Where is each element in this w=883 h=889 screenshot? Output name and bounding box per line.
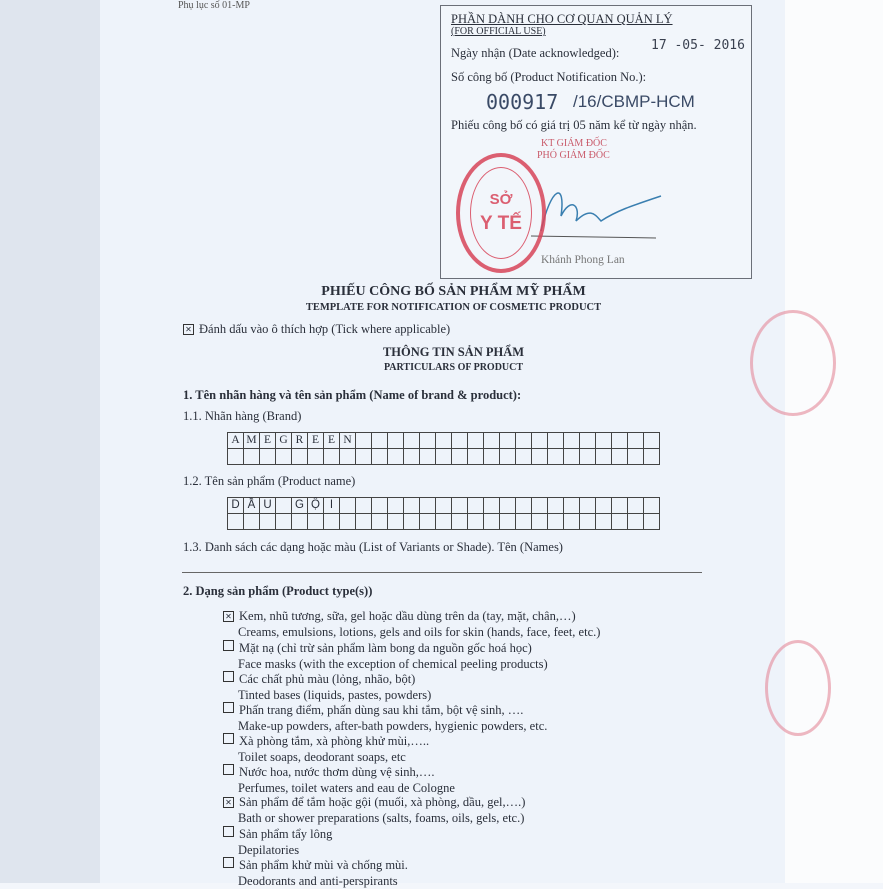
- grid-cell[interactable]: [436, 449, 452, 465]
- grid-cell[interactable]: [372, 433, 388, 449]
- grid-cell[interactable]: [532, 498, 548, 514]
- product-type-en: Tinted bases (liquids, pastes, powders): [223, 688, 431, 704]
- checkbox-icon[interactable]: [223, 671, 234, 682]
- variants-label: 1.3. Danh sách các dạng hoặc màu (List of Variants or Shade). Tên (Names): [183, 540, 563, 555]
- product-type-vi: Phấn trang điểm, phấn dùng sau khi tắm, bột vệ sinh, ….: [239, 703, 523, 717]
- date-label: Ngày nhận (Date acknowledged):: [451, 46, 619, 61]
- product-type-en: Face masks (with the exception of chemical peeling products): [223, 657, 548, 673]
- grid-cell[interactable]: [324, 514, 340, 530]
- grid-cell[interactable]: [628, 498, 644, 514]
- grid-cell[interactable]: E: [324, 433, 340, 449]
- official-seal: [456, 153, 546, 273]
- grid-cell[interactable]: [644, 433, 660, 449]
- checkbox-icon[interactable]: [223, 826, 234, 837]
- grid-cell[interactable]: [308, 449, 324, 465]
- grid-cell[interactable]: [340, 449, 356, 465]
- grid-cell[interactable]: [644, 514, 660, 530]
- grid-cell[interactable]: [228, 514, 244, 530]
- tick-note-text: Đánh dấu vào ô thích hợp (Tick where applicable): [199, 322, 450, 336]
- grid-cell[interactable]: [372, 498, 388, 514]
- grid-cell[interactable]: [468, 433, 484, 449]
- grid-cell[interactable]: [436, 433, 452, 449]
- grid-cell[interactable]: [356, 514, 372, 530]
- seal-text-2: Y TẾ: [460, 213, 542, 235]
- grid-cell[interactable]: [484, 433, 500, 449]
- grid-cell[interactable]: [628, 449, 644, 465]
- official-title: PHẦN DÀNH CHO CƠ QUAN QUẢN LÝ: [451, 12, 673, 27]
- product-type-item: [223, 609, 600, 640]
- grid-cell[interactable]: [468, 449, 484, 465]
- signer-title-2: PHÓ GIÁM ĐỐC: [537, 150, 610, 161]
- checkbox-icon[interactable]: [223, 702, 234, 713]
- grid-cell[interactable]: [452, 449, 468, 465]
- product-type-en: Make-up powders, after-bath powders, hygienic powders, etc.: [223, 719, 547, 735]
- grid-cell[interactable]: [484, 498, 500, 514]
- grid-cell[interactable]: [244, 449, 260, 465]
- grid-cell[interactable]: [532, 514, 548, 530]
- product-type-vi: Sản phẩm khử mùi và chống mùi.: [239, 858, 408, 872]
- product-type-vi: Sản phẩm để tắm hoặc gội (muối, xà phòng, dầu, gel,….): [239, 795, 525, 809]
- grid-cell[interactable]: [372, 514, 388, 530]
- grid-cell[interactable]: [484, 514, 500, 530]
- grid-cell[interactable]: [420, 498, 436, 514]
- section-2-title: 2. Dạng sản phẩm (Product type(s)): [183, 584, 372, 599]
- grid-cell[interactable]: [260, 449, 276, 465]
- grid-cell[interactable]: [372, 449, 388, 465]
- section-subheading: PARTICULARS OF PRODUCT: [12, 362, 883, 373]
- grid-cell[interactable]: [276, 498, 292, 514]
- checkbox-icon[interactable]: [223, 640, 234, 651]
- grid-cell[interactable]: [532, 449, 548, 465]
- grid-cell[interactable]: [580, 433, 596, 449]
- notification-suffix: /16/CBMP-HCM: [573, 92, 695, 112]
- date-value: 17 -05- 2016: [651, 38, 745, 53]
- number-label: Số công bố (Product Notification No.):: [451, 70, 646, 85]
- product-type-vi: Nước hoa, nước thơm dùng vệ sinh,….: [239, 765, 435, 779]
- product-type-item: [223, 857, 408, 889]
- grid-cell[interactable]: [420, 433, 436, 449]
- variants-line: [182, 572, 702, 573]
- page-title: PHIẾU CÔNG BỐ SẢN PHẨM MỸ PHẨM: [12, 284, 883, 300]
- product-type-en: Depilatories: [223, 843, 332, 859]
- grid-cell[interactable]: [596, 449, 612, 465]
- grid-cell[interactable]: [516, 498, 532, 514]
- grid-cell[interactable]: [388, 498, 404, 514]
- checked-box-icon[interactable]: ✕: [223, 611, 234, 622]
- product-type-item: [223, 795, 525, 826]
- product-type-en: Deodorants and anti-perspirants: [223, 874, 408, 889]
- grid-cell[interactable]: [324, 449, 340, 465]
- grid-cell[interactable]: [532, 433, 548, 449]
- grid-cell[interactable]: [516, 449, 532, 465]
- product-name-label: 1.2. Tên sản phẩm (Product name): [183, 474, 355, 489]
- grid-cell[interactable]: [452, 498, 468, 514]
- grid-cell[interactable]: E: [308, 433, 324, 449]
- grid-cell[interactable]: [580, 449, 596, 465]
- grid-cell[interactable]: [452, 433, 468, 449]
- grid-cell[interactable]: N: [340, 433, 356, 449]
- product-type-en: Perfumes, toilet waters and eau de Cologne: [223, 781, 455, 797]
- grid-cell[interactable]: [628, 514, 644, 530]
- grid-cell[interactable]: [260, 514, 276, 530]
- grid-cell[interactable]: E: [260, 433, 276, 449]
- grid-cell[interactable]: [420, 514, 436, 530]
- partial-stamp-right-lower: [765, 640, 831, 736]
- grid-cell[interactable]: R: [292, 433, 308, 449]
- product-type-item: [223, 826, 332, 858]
- seal-text-1: SỞ: [460, 191, 542, 208]
- grid-cell[interactable]: [388, 433, 404, 449]
- grid-cell[interactable]: [580, 498, 596, 514]
- grid-cell[interactable]: [484, 449, 500, 465]
- signer-title-1: KT GIÁM ĐỐC: [541, 138, 607, 149]
- grid-cell[interactable]: U: [260, 498, 276, 514]
- product-type-en: Bath or shower preparations (salts, foams, oils, gels, etc.): [223, 811, 525, 827]
- grid-cell[interactable]: [612, 433, 628, 449]
- grid-cell[interactable]: [500, 449, 516, 465]
- grid-cell[interactable]: D: [228, 498, 244, 514]
- product-type-vi: Mặt nạ (chỉ trừ sản phẩm làm bong da nguồn gốc hoá học): [239, 641, 532, 655]
- background-left: [0, 0, 100, 883]
- grid-cell[interactable]: [612, 449, 628, 465]
- grid-cell[interactable]: [292, 449, 308, 465]
- grid-cell[interactable]: [404, 514, 420, 530]
- grid-cell[interactable]: [548, 514, 564, 530]
- grid-cell[interactable]: [612, 514, 628, 530]
- grid-cell[interactable]: [596, 514, 612, 530]
- product-type-item: [223, 764, 455, 796]
- grid-cell[interactable]: [564, 514, 580, 530]
- product-type-vi: Kem, nhũ tương, sữa, gel hoặc dầu dùng trên da (tay, mặt, chân,…): [239, 609, 576, 623]
- page-subtitle: TEMPLATE FOR NOTIFICATION OF COSMETIC PRODUCT: [12, 302, 883, 313]
- grid-cell[interactable]: [580, 514, 596, 530]
- product-type-item: [223, 671, 431, 703]
- product-type-en: Creams, emulsions, lotions, gels and oils for skin (hands, face, feet, etc.): [223, 625, 600, 641]
- grid-cell[interactable]: [292, 514, 308, 530]
- grid-cell[interactable]: [244, 514, 260, 530]
- product-type-item: [223, 733, 429, 765]
- section-heading: THÔNG TIN SẢN PHẨM: [12, 345, 883, 360]
- grid-cell[interactable]: [404, 433, 420, 449]
- grid-cell[interactable]: [500, 514, 516, 530]
- grid-cell[interactable]: [276, 514, 292, 530]
- grid-cell[interactable]: [628, 433, 644, 449]
- grid-cell[interactable]: [404, 449, 420, 465]
- product-name-grid[interactable]: [227, 497, 660, 530]
- product-type-vi: Xà phòng tắm, xà phòng khử mùi,…..: [239, 734, 429, 748]
- grid-cell[interactable]: [644, 449, 660, 465]
- grid-cell[interactable]: [564, 433, 580, 449]
- signer-name: Khánh Phong Lan: [541, 254, 625, 266]
- grid-cell[interactable]: G: [276, 433, 292, 449]
- grid-cell[interactable]: [404, 498, 420, 514]
- grid-cell[interactable]: [564, 449, 580, 465]
- section-1-title: 1. Tên nhãn hàng và tên sản phẩm (Name of brand & product):: [183, 388, 521, 403]
- grid-cell[interactable]: Ộ: [308, 498, 324, 514]
- grid-cell[interactable]: [548, 433, 564, 449]
- notification-number: 000917: [486, 90, 558, 114]
- grid-cell[interactable]: [356, 449, 372, 465]
- grid-cell[interactable]: I: [324, 498, 340, 514]
- grid-cell[interactable]: [468, 514, 484, 530]
- grid-cell[interactable]: [276, 449, 292, 465]
- grid-cell[interactable]: [548, 498, 564, 514]
- product-type-en: Toilet soaps, deodorant soaps, etc: [223, 750, 429, 766]
- grid-cell[interactable]: [612, 498, 628, 514]
- grid-cell[interactable]: [340, 514, 356, 530]
- grid-cell[interactable]: [420, 449, 436, 465]
- grid-cell[interactable]: [308, 514, 324, 530]
- grid-cell[interactable]: [356, 498, 372, 514]
- brand-label: 1.1. Nhãn hàng (Brand): [183, 409, 301, 424]
- tick-note: [183, 322, 450, 337]
- grid-cell[interactable]: [468, 498, 484, 514]
- grid-cell[interactable]: [500, 498, 516, 514]
- grid-cell[interactable]: [596, 433, 612, 449]
- checked-box-icon[interactable]: ✕: [223, 797, 234, 808]
- grid-cell[interactable]: [452, 514, 468, 530]
- checkbox-icon[interactable]: [223, 733, 234, 744]
- grid-cell[interactable]: [564, 498, 580, 514]
- grid-cell[interactable]: [340, 498, 356, 514]
- validity-note: Phiếu công bố có giá trị 05 năm kể từ ngày nhận.: [451, 118, 697, 133]
- checkbox-icon[interactable]: [223, 857, 234, 868]
- product-type-item: [223, 702, 547, 734]
- product-type-item: [223, 640, 548, 672]
- grid-cell[interactable]: G: [292, 498, 308, 514]
- checked-box-icon: ✕: [183, 324, 194, 335]
- grid-cell[interactable]: [644, 498, 660, 514]
- grid-cell[interactable]: [436, 498, 452, 514]
- grid-cell[interactable]: M: [244, 433, 260, 449]
- grid-cell[interactable]: [516, 433, 532, 449]
- grid-cell[interactable]: [228, 449, 244, 465]
- checkbox-icon[interactable]: [223, 764, 234, 775]
- brand-grid[interactable]: [227, 432, 660, 465]
- grid-cell[interactable]: [436, 514, 452, 530]
- grid-cell[interactable]: A: [228, 433, 244, 449]
- header-note: Phụ lục số 01-MP: [178, 0, 250, 12]
- background-right: [785, 0, 883, 883]
- grid-cell[interactable]: [388, 449, 404, 465]
- official-subtitle: (FOR OFFICIAL USE): [451, 26, 546, 37]
- grid-cell[interactable]: [500, 433, 516, 449]
- product-type-vi: Sản phẩm tẩy lông: [239, 827, 332, 841]
- grid-cell[interactable]: [388, 514, 404, 530]
- grid-cell[interactable]: Ầ: [244, 498, 260, 514]
- grid-cell[interactable]: [596, 498, 612, 514]
- grid-cell[interactable]: [516, 514, 532, 530]
- grid-cell[interactable]: [548, 449, 564, 465]
- grid-cell[interactable]: [356, 433, 372, 449]
- product-type-vi: Các chất phủ màu (lỏng, nhão, bột): [239, 672, 415, 686]
